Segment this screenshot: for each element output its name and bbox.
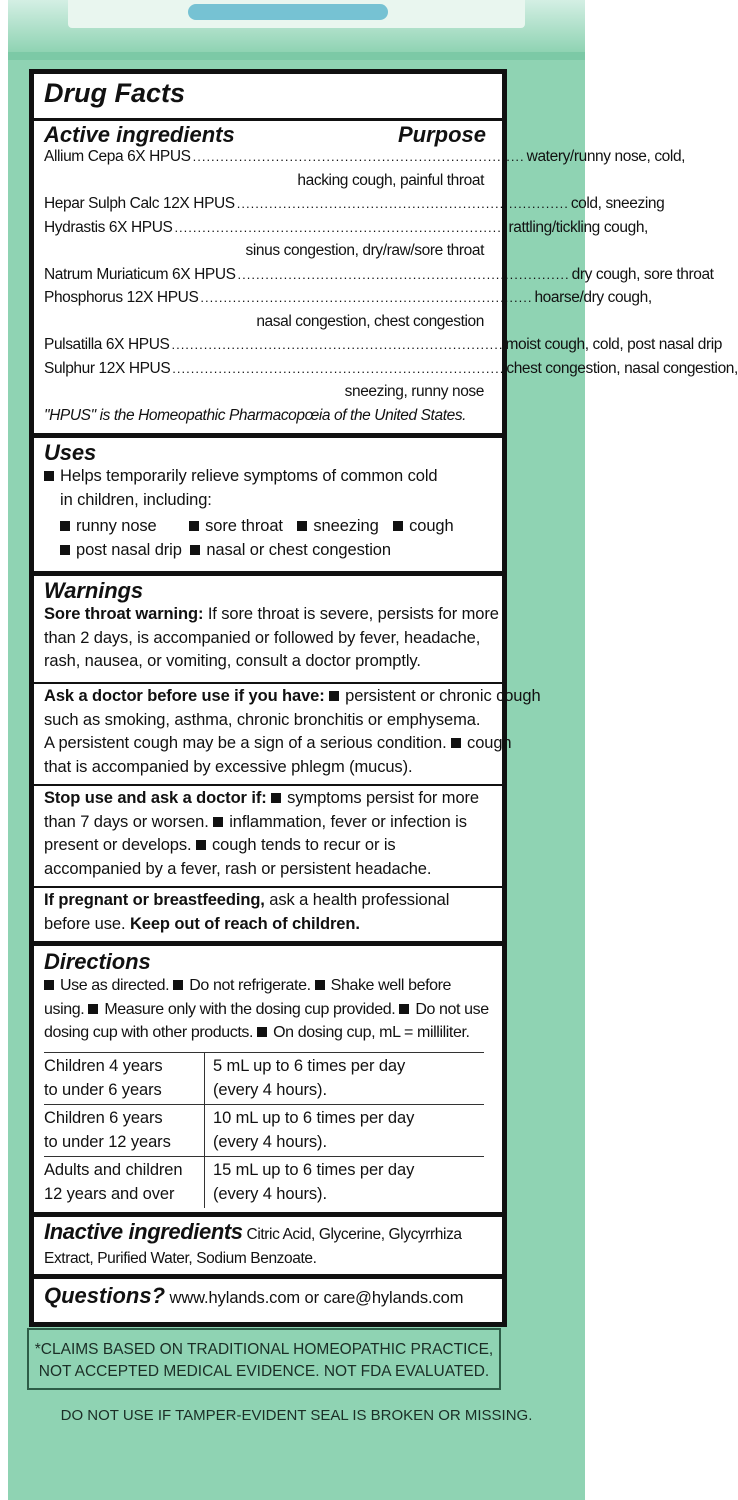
ingredient-row: Hydrastis 6X HPUS ........................................................................ rattling/tickling cough, [44,218,648,236]
contact-text: www.hylands.com or care@hylands.com [165,1289,464,1307]
direction-text: using. [44,1000,85,1018]
ingredient-row: Sulphur 12X HPUS ........................................................................ chest congestion, nasal congestion, [44,359,738,377]
direction-text: Do not use [415,1000,489,1018]
ingredient-purpose-cont: hacking cough, painful throat [297,171,484,189]
inactive-heading: Inactive ingredients [44,1219,243,1244]
warning-text: than 7 days or worsen. [44,812,209,831]
warning-text: before use. [44,914,130,933]
warnings-section [34,579,502,674]
warning-text: rash, nausea, or vomiting, consult a doctor promptly. [44,652,421,670]
active-ingredients-heading: Active ingredients [44,122,235,147]
ingredient-row: Phosphorus 12X HPUS ........................................................................ hoarse/dry cough, [44,289,652,306]
dose-cell: (every 4 hours). [213,1132,327,1151]
dose-cell: (every 4 hours). [213,1080,327,1099]
warning-text: cough tends to recur or is [212,836,396,854]
questions-section [34,1284,502,1311]
warning-text: A persistent cough may be a sign of a serious condition. [44,734,447,752]
age-cell: Adults and children [44,1161,183,1179]
ingredient-row: Natrum Muriaticum 6X HPUS ........................................................................ dry cough, sore throat [44,265,714,283]
symptom: cough [409,517,454,535]
warning-text: than 2 days, is accompanied or followed by fever, headache, [44,628,481,647]
age-cell: 12 years and over [44,1184,175,1203]
direction-text: Measure only with the dosing cup provided. [104,1000,396,1018]
bullet-square-icon [173,980,183,990]
warning-text: If sore throat is severe, persists for more [203,605,499,623]
divider [34,433,502,438]
ingredient-row: Pulsatilla 6X HPUS ........................................................................ moist cough, cold, post nasal drip [44,336,722,353]
ask-doctor-section [34,685,541,779]
warning-text: ask a health professional [264,891,450,909]
direction-text: Do not refrigerate. [189,977,311,994]
age-cell: Children 6 years [44,1109,163,1127]
bullet-square-icon [189,521,199,531]
inactive-text: Extract, Purified Water, Sodium Benzoate. [44,1249,317,1267]
direction-text: Use as directed. [60,977,170,994]
warning-text: cough [467,734,512,752]
bullet-square-icon [44,980,54,990]
bullet-square-icon [271,793,281,803]
directions-heading: Directions [44,949,151,974]
warning-text: inflammation, fever or infection is [229,812,467,831]
claims-disclaimer [27,1328,501,1390]
bullet-square-icon [257,1027,267,1037]
warning-text: symptoms persist for more [287,789,479,807]
divider [34,682,502,684]
ingredient-purpose-cont: sneezing, runny nose [344,383,484,400]
symptom: runny nose [76,517,157,535]
ask-doctor-label: Ask a doctor before use if you have: [44,687,325,705]
warning-text: present or develops. [44,836,192,854]
bullet-square-icon [451,738,461,748]
bullet-square-icon [60,521,70,531]
dose-cell: (every 4 hours). [213,1184,327,1203]
questions-heading: Questions? [44,1283,166,1308]
bullet-square-icon [190,545,200,555]
package-top-flap [8,0,585,53]
keep-out-of-reach: Keep out of reach of children. [129,914,360,933]
stop-use-label: Stop use and ask a doctor if: [44,789,267,807]
direction-text: dosing cup with other products. [44,1024,254,1041]
purpose-heading: Purpose [397,122,486,147]
age-cell: to under 6 years [44,1080,162,1099]
bullet-square-icon [196,840,206,850]
uses-text: Helps temporarily relieve symptoms of common cold [60,467,438,485]
warning-text: accompanied by a fever, rash or persistent headache. [44,859,432,878]
bullet-square-icon [44,471,54,481]
divider [34,571,502,576]
warning-text: persistent or chronic cough [345,687,541,705]
claims-text: NOT ACCEPTED MEDICAL EVIDENCE. NOT FDA EVALUATED. [38,1363,490,1380]
active-ingredients-section [34,122,738,427]
warnings-heading: Warnings [44,578,144,603]
direction-text: On dosing cup, mL = milliliter. [273,1024,470,1041]
divider [34,1274,502,1279]
dosage-table [44,1052,484,1208]
table-row [44,1157,484,1208]
brand-logo [188,4,388,20]
bullet-square-icon [297,521,307,531]
seal-warning: DO NOT USE IF TAMPER-EVIDENT SEAL IS BROKEN OR MISSING. [60,1407,533,1424]
uses-section [34,441,502,562]
divider [34,941,502,946]
symptom: sneezing [313,517,379,535]
directions-section [34,950,502,1045]
package-edge [8,52,585,60]
sore-throat-label: Sore throat warning: [44,605,204,623]
symptom: sore throat [205,517,283,535]
divider [34,118,502,121]
bullet-square-icon [393,521,403,531]
divider [34,784,502,786]
warning-text: that is accompanied by excessive phlegm (mucus). [44,757,413,776]
dose-cell: 5 mL up to 6 times per day [213,1057,406,1075]
ingredient-row: Allium Cepa 6X HPUS ........................................................................ watery/runny nose, cold, [44,148,686,165]
stop-use-section [34,787,502,881]
ingredient-purpose-cont: nasal congestion, chest congestion [256,312,484,330]
ingredient-purpose-cont: sinus congestion, dry/raw/sore throat [245,242,484,259]
uses-heading: Uses [44,440,97,465]
divider [34,886,502,888]
symptom: nasal or chest congestion [206,540,391,559]
divider [34,1212,502,1217]
age-cell: to under 12 years [44,1132,171,1151]
claims-text: *CLAIMS BASED ON TRADITIONAL HOMEOPATHIC PRACTICE, [34,1341,494,1358]
bullet-square-icon [399,1004,409,1014]
dose-cell: 15 mL up to 6 times per day [213,1161,415,1179]
drug-facts-title: Drug Facts [44,78,186,108]
bullet-square-icon [329,691,339,701]
pregnancy-label: If pregnant or breastfeeding, [44,891,265,909]
ingredient-row: Hepar Sulph Calc 12X HPUS ........................................................................ cold, sneezing [44,195,665,212]
age-cell: Children 4 years [44,1057,163,1075]
warning-text: such as smoking, asthma, chronic bronchitis or emphysema. [44,710,481,729]
pregnancy-section [34,889,502,936]
bullet-square-icon [88,1004,98,1014]
bullet-square-icon [60,545,70,555]
bullet-square-icon [213,817,223,827]
inactive-text: Citric Acid, Glycerine, Glycyrrhiza [242,1226,462,1243]
drug-facts-panel [29,69,738,1327]
bullet-square-icon [315,980,325,990]
uses-text: in children, including: [60,490,212,509]
table-row [44,1053,484,1105]
hpus-note: "HPUS" is the Homeopathic Pharmacopœia of the United States. [44,406,467,424]
dose-cell: 10 mL up to 6 times per day [213,1109,415,1127]
direction-text: Shake well before [330,977,452,994]
symptom: post nasal drip [76,540,182,559]
table-row [44,1105,484,1157]
inactive-ingredients-section [34,1220,502,1270]
